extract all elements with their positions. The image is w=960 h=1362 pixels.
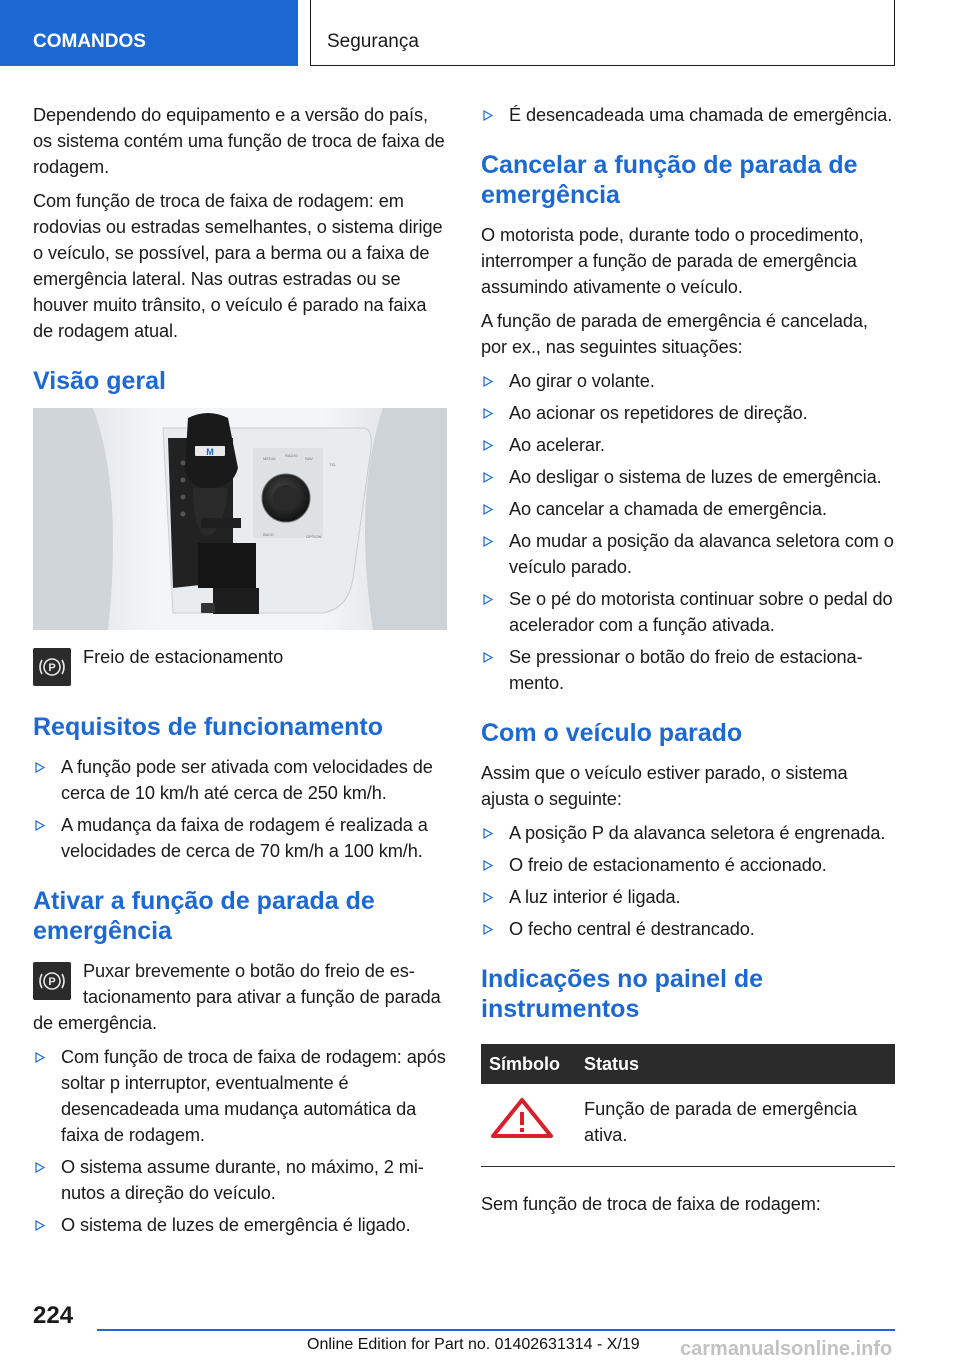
key-back: BACK [263,532,274,537]
cancel-list [481,368,895,696]
list-item: A função pode ser ativada com velocidades de cerca de 10 km/h até cerca de 250 km/h. [33,754,447,806]
list-item: A posição P da alavanca seletora é engrenada. [481,820,895,846]
stopped-paragraph: Assim que o veículo estiver parado, o sistema ajusta o seguinte: [481,763,848,809]
left-column [33,102,447,1244]
parking-brake-label: Freio de estacionamento [83,647,284,667]
indications-heading: Indicações no painel de instrumentos [481,965,764,1023]
list-item: O sistema assume durante, no máximo, 2 minutos a direção do veículo. [33,1154,447,1206]
activate-paragraph: P Puxar brevemente o botão do freio de estacionamento para ativar a função de parada de emergência. [33,961,441,1033]
center-console-figure [33,408,447,630]
activate-list [33,1044,447,1238]
cancel-paragraph-1: O motorista pode, durante todo o procedimento, interromper a função de parada de emergência assumindo ativamente o veículo. [481,225,864,297]
list-item: A mudança da faixa de rodagem é realizada a velocidades de cerca de 70 km/h a 100 km/h. [33,812,447,864]
parking-brake-button-icon [33,962,71,1000]
key-option: OPTION [306,534,322,539]
warning-triangle-icon [489,1096,555,1140]
list-item: A luz interior é ligada. [481,884,895,910]
right-column [481,102,895,1225]
col-symbol-header: Símbolo [481,1044,576,1084]
svg-text:P: P [48,976,56,988]
requirements-list [33,754,447,864]
status-cell: Função de parada de emergência ativa. [576,1084,895,1167]
key-tel: TEL [329,462,337,467]
list-item: O freio de estacionamento é accionado. [481,852,895,878]
list-item: O sistema de luzes de emergência é ligado. [33,1212,447,1238]
list-item: Ao acelerar. [481,432,895,458]
after-table-paragraph: Sem função de troca de faixa de rodagem: [481,1194,821,1214]
list-item: Ao girar o volante. [481,368,895,394]
activate-heading: Ativar a função de parada de emergência [33,887,375,945]
list-item: Com função de troca de faixa de rodagem: após soltar p interruptor, eventualmente é desencadeada uma mudança automática da faixa de rodagem. [33,1044,447,1148]
cancel-heading: Cancelar a função de parada de emergência [481,151,858,209]
key-radio: RADIO [285,453,298,458]
parking-brake-icon [33,648,71,686]
list-item: O fecho central é destrancado. [481,916,895,942]
intro-paragraph-1: Dependendo do equipamento e a versão do país, os sistema contém uma função de troca de faixa de rodagem. [33,105,445,177]
list-item: É desencadeada uma chamada de emergência. [481,102,895,128]
cancel-paragraph-2: A função de parada de emergência é cancelada, por ex., nas seguintes situações: [481,311,868,357]
overview-heading: Visão geral [33,367,166,395]
list-item: Ao mudar a posição da alavanca seletora com o veículo parado. [481,528,895,580]
table-row [481,1084,895,1167]
svg-text:P: P [48,662,56,674]
list-item: Ao acionar os repetidores de direção. [481,400,895,426]
stopped-heading: Com o veículo parado [481,719,743,747]
key-media: MEDIA [263,456,276,461]
edition-footer: Online Edition for Part no. 01402631314 - X/19 [307,1336,640,1353]
indicator-table [481,1044,895,1167]
footer-divider [97,1329,895,1331]
watermark: carmanualsonline.info [680,1338,893,1360]
center-console-illustration [33,408,447,630]
shifter-logo: M [206,447,214,457]
symbol-cell [481,1084,576,1167]
activate-list-continued [481,102,895,128]
intro-paragraph-2: Com função de troca de faixa de rodagem: em rodovias ou estradas semelhantes, o sistema dirige o veículo, se possível, para a berma ou a faixa de emergência lateral. Nas outras estradas ou se houver muito trânsito, o veículo é parado na faixa de rodagem atual. [33,191,443,341]
page-number: 224 [33,1302,74,1329]
list-item: Ao desligar o sistema de luzes de emergência. [481,464,895,490]
list-item: Ao cancelar a chamada de emergência. [481,496,895,522]
requirements-heading: Requisitos de funcionamento [33,713,384,741]
section-tab: COMANDOS [0,0,298,66]
stopped-list [481,820,895,942]
list-item: Se pressionar o botão do freio de estacionamento. [481,644,895,696]
list-item: Se o pé do motorista continuar sobre o pedal do acelerador com a função ativada. [481,586,895,638]
col-status-header: Status [576,1044,895,1084]
chapter-tab: Segurança [310,0,895,66]
key-nav: NAV [305,456,313,461]
parking-brake-legend [33,644,447,690]
